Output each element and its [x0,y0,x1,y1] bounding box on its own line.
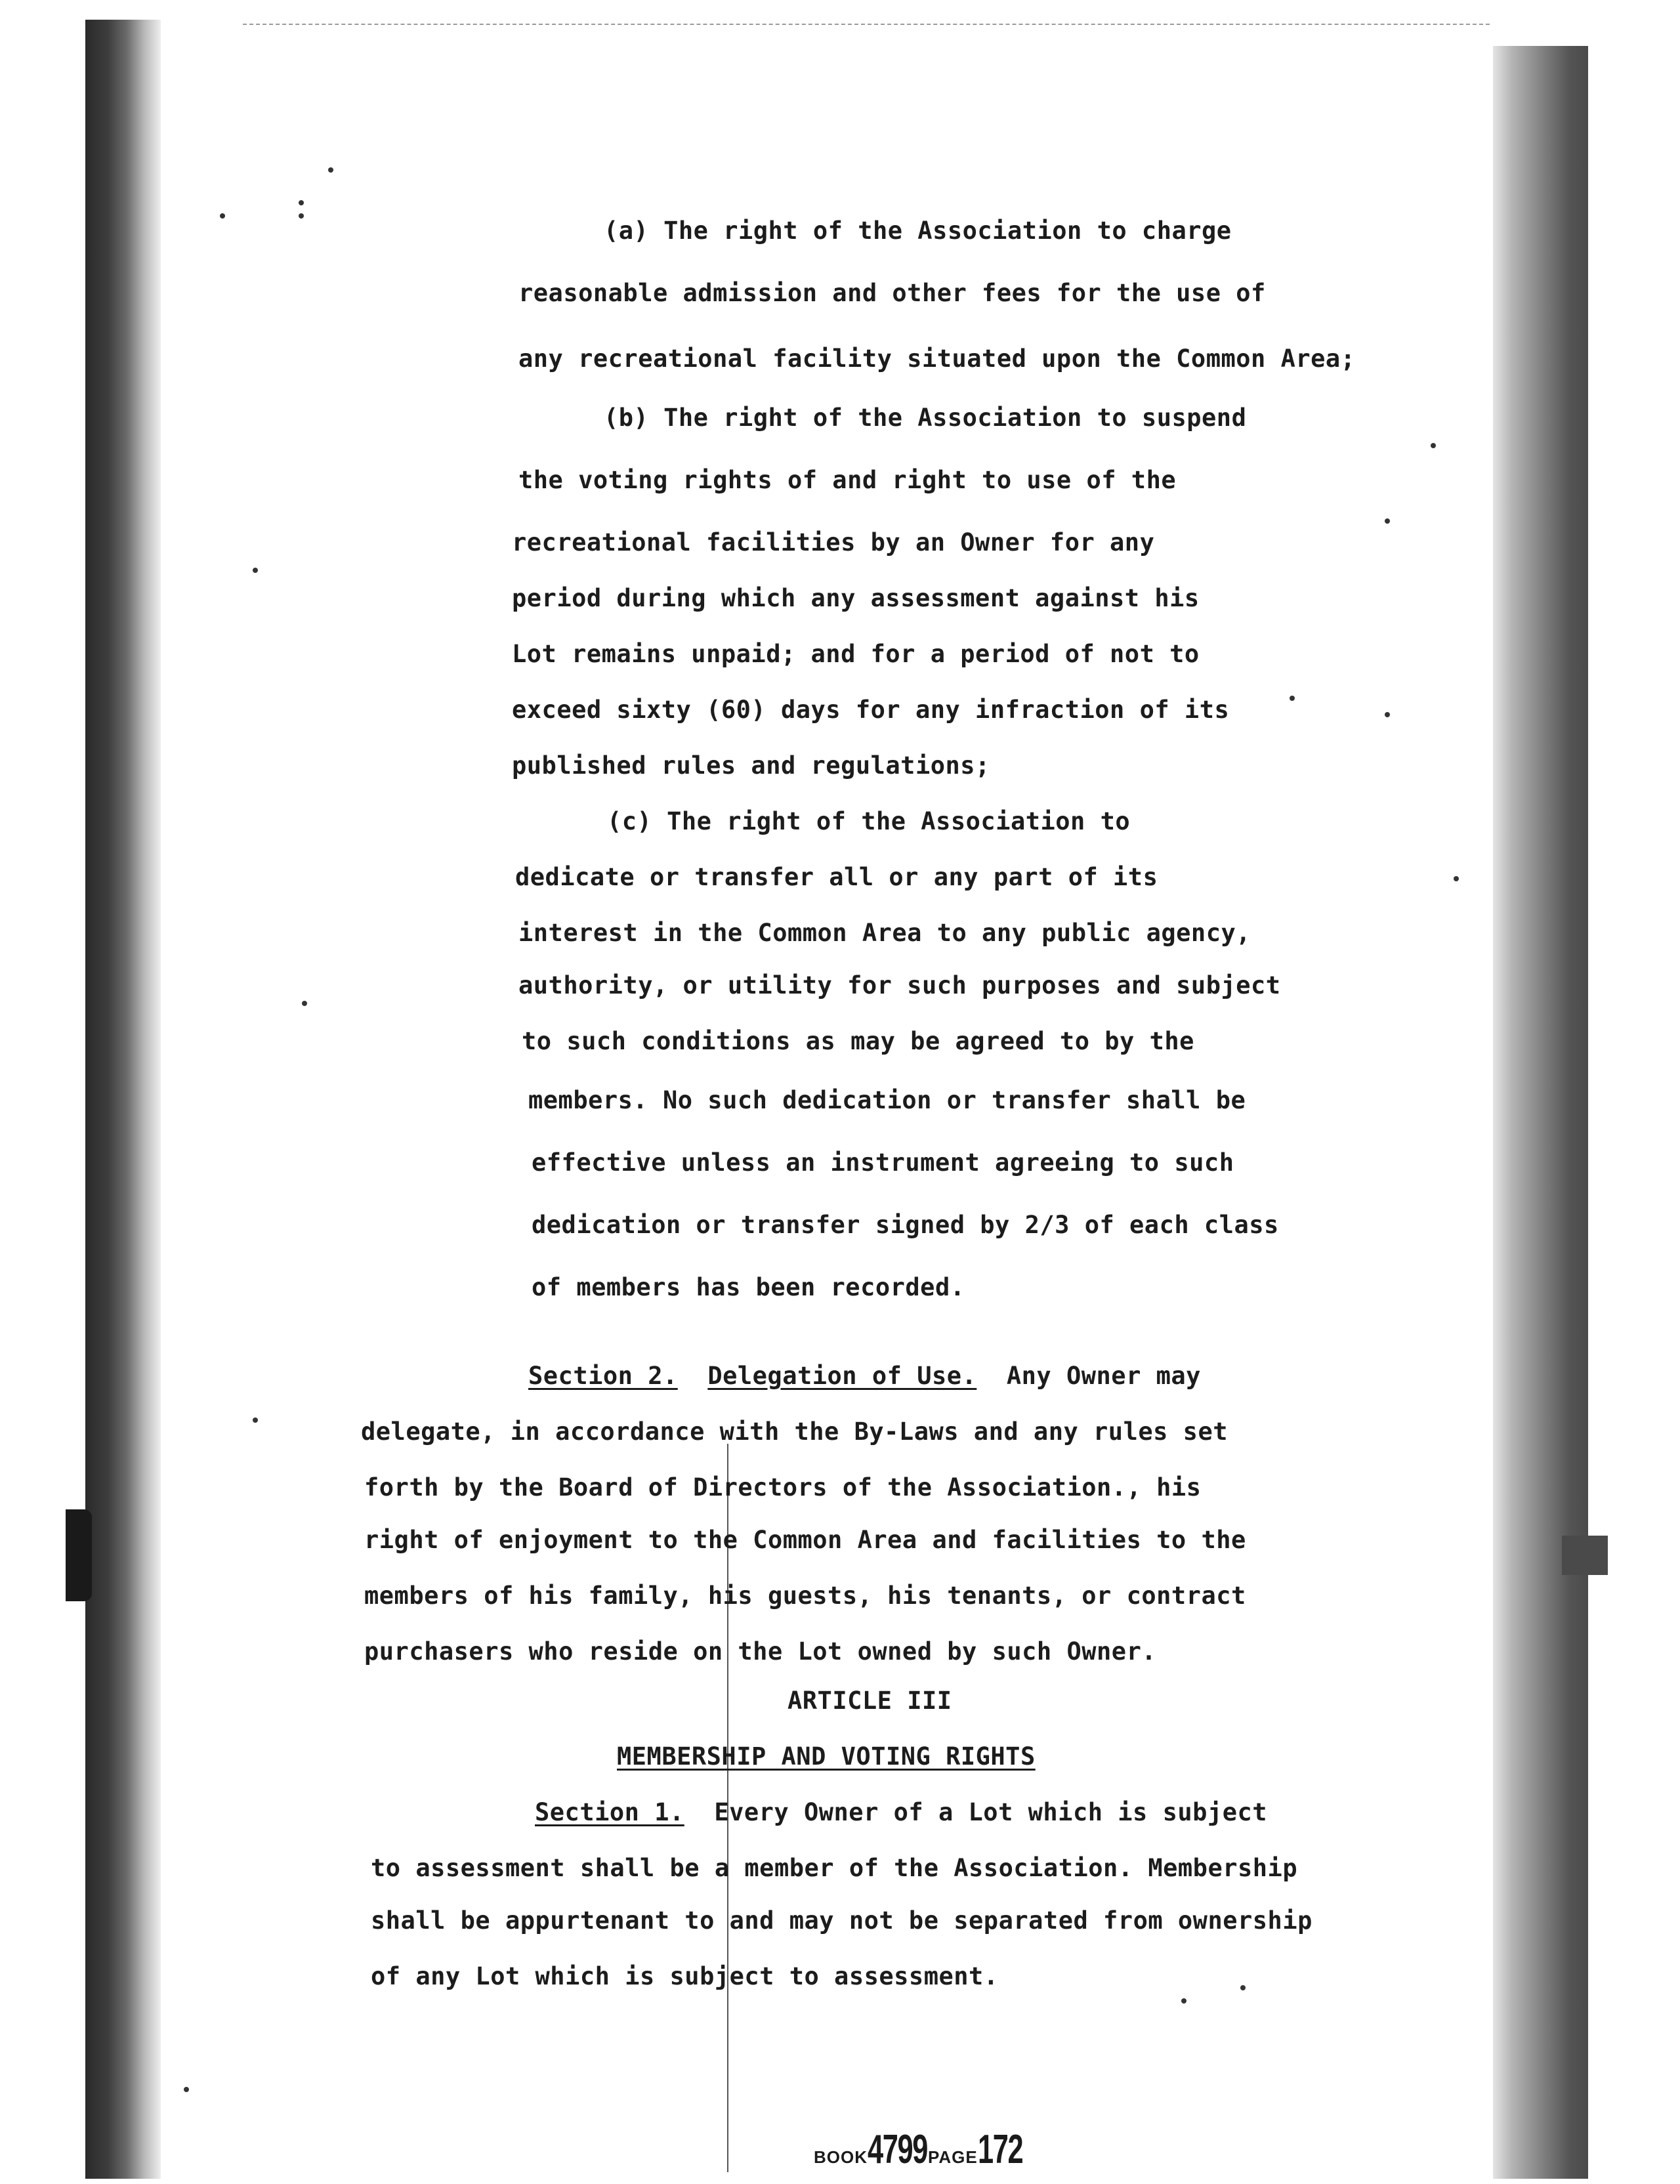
page-number: 172 [977,2127,1022,2172]
scan-top-line [243,24,1490,25]
speck [302,1001,307,1006]
scan-edge-left [85,20,161,2179]
text-line: period during which any assessment against his [512,584,1200,612]
section-1-label: Section 1. [535,1798,684,1826]
book-number: 4799 [868,2127,927,2172]
section-2-heading [528,1362,1201,1391]
text-line: members. No such dedication or transfer shall be [528,1086,1246,1114]
text-line: effective unless an instrument agreeing to such [532,1148,1234,1177]
text-line: dedicate or transfer all or any part of its [515,863,1158,891]
speck [1385,518,1390,524]
speck [299,213,304,219]
scan-binding-mark [66,1509,92,1601]
text-line: (c) The right of the Association to [607,807,1131,835]
speck [1240,1985,1246,1990]
speck [328,167,333,173]
speck [220,213,225,219]
text-line: of any Lot which is subject to assessment. [371,1962,999,1990]
text-line: Any Owner may [1006,1362,1201,1390]
text-line: to assessment shall be a member of the Association. Membership [371,1854,1298,1882]
text-line: Lot remains unpaid; and for a period of not to [512,640,1200,668]
book-page-stamp [814,2126,1041,2173]
text-line: forth by the Board of Directors of the Association., his [364,1473,1202,1502]
speck [1385,712,1390,717]
text-line: Every Owner of a Lot which is subject [714,1798,1268,1826]
speck [299,200,304,205]
text-line: published rules and regulations; [512,751,990,780]
text-line: dedication or transfer signed by 2/3 of each class [532,1211,1279,1239]
text-line: authority, or utility for such purposes and subject [518,971,1281,999]
text-line: any recreational facility situated upon the Common Area; [518,345,1356,373]
speck [1454,876,1459,881]
text-line: delegate, in accordance with the By-Laws and any rules set [361,1418,1228,1446]
text-line: shall be appurtenant to and may not be separated from ownership [371,1906,1312,1935]
speck [253,1418,258,1423]
text-line: (a) The right of the Association to charge [604,217,1232,245]
text-line: purchasers who reside on the Lot owned by such Owner. [364,1637,1157,1666]
page-label: PAGE [927,2147,978,2167]
text-line: to such conditions as may be agreed to by the [522,1027,1194,1055]
section-2-title: Delegation of Use. [707,1362,977,1390]
text-line: members of his family, his guests, his tenants, or contract [364,1582,1246,1610]
text-line: right of enjoyment to the Common Area and facilities to the [364,1526,1246,1554]
text-line: interest in the Common Area to any public agency, [518,919,1251,947]
article-heading: ARTICLE III [788,1687,952,1715]
text-line: the voting rights of and right to use of the [518,466,1177,494]
scan-binding-tab [1562,1536,1608,1575]
text-line: reasonable admission and other fees for the use of [518,279,1266,307]
speck [1290,696,1295,701]
text-line: exceed sixty (60) days for any infraction of its [512,696,1230,724]
section-1-heading [535,1798,1267,1827]
speck [1431,443,1436,448]
text-line: recreational facilities by an Owner for any [512,528,1155,556]
article-title: MEMBERSHIP AND VOTING RIGHTS [617,1742,1036,1771]
speck [1181,1998,1186,2004]
section-2-label: Section 2. [528,1362,678,1390]
scan-edge-right [1493,46,1588,2179]
book-label: BOOK [814,2147,868,2167]
text-line: of members has been recorded. [532,1273,965,1301]
speck [253,568,258,573]
speck [184,2087,189,2092]
text-line: (b) The right of the Association to suspend [604,404,1247,432]
